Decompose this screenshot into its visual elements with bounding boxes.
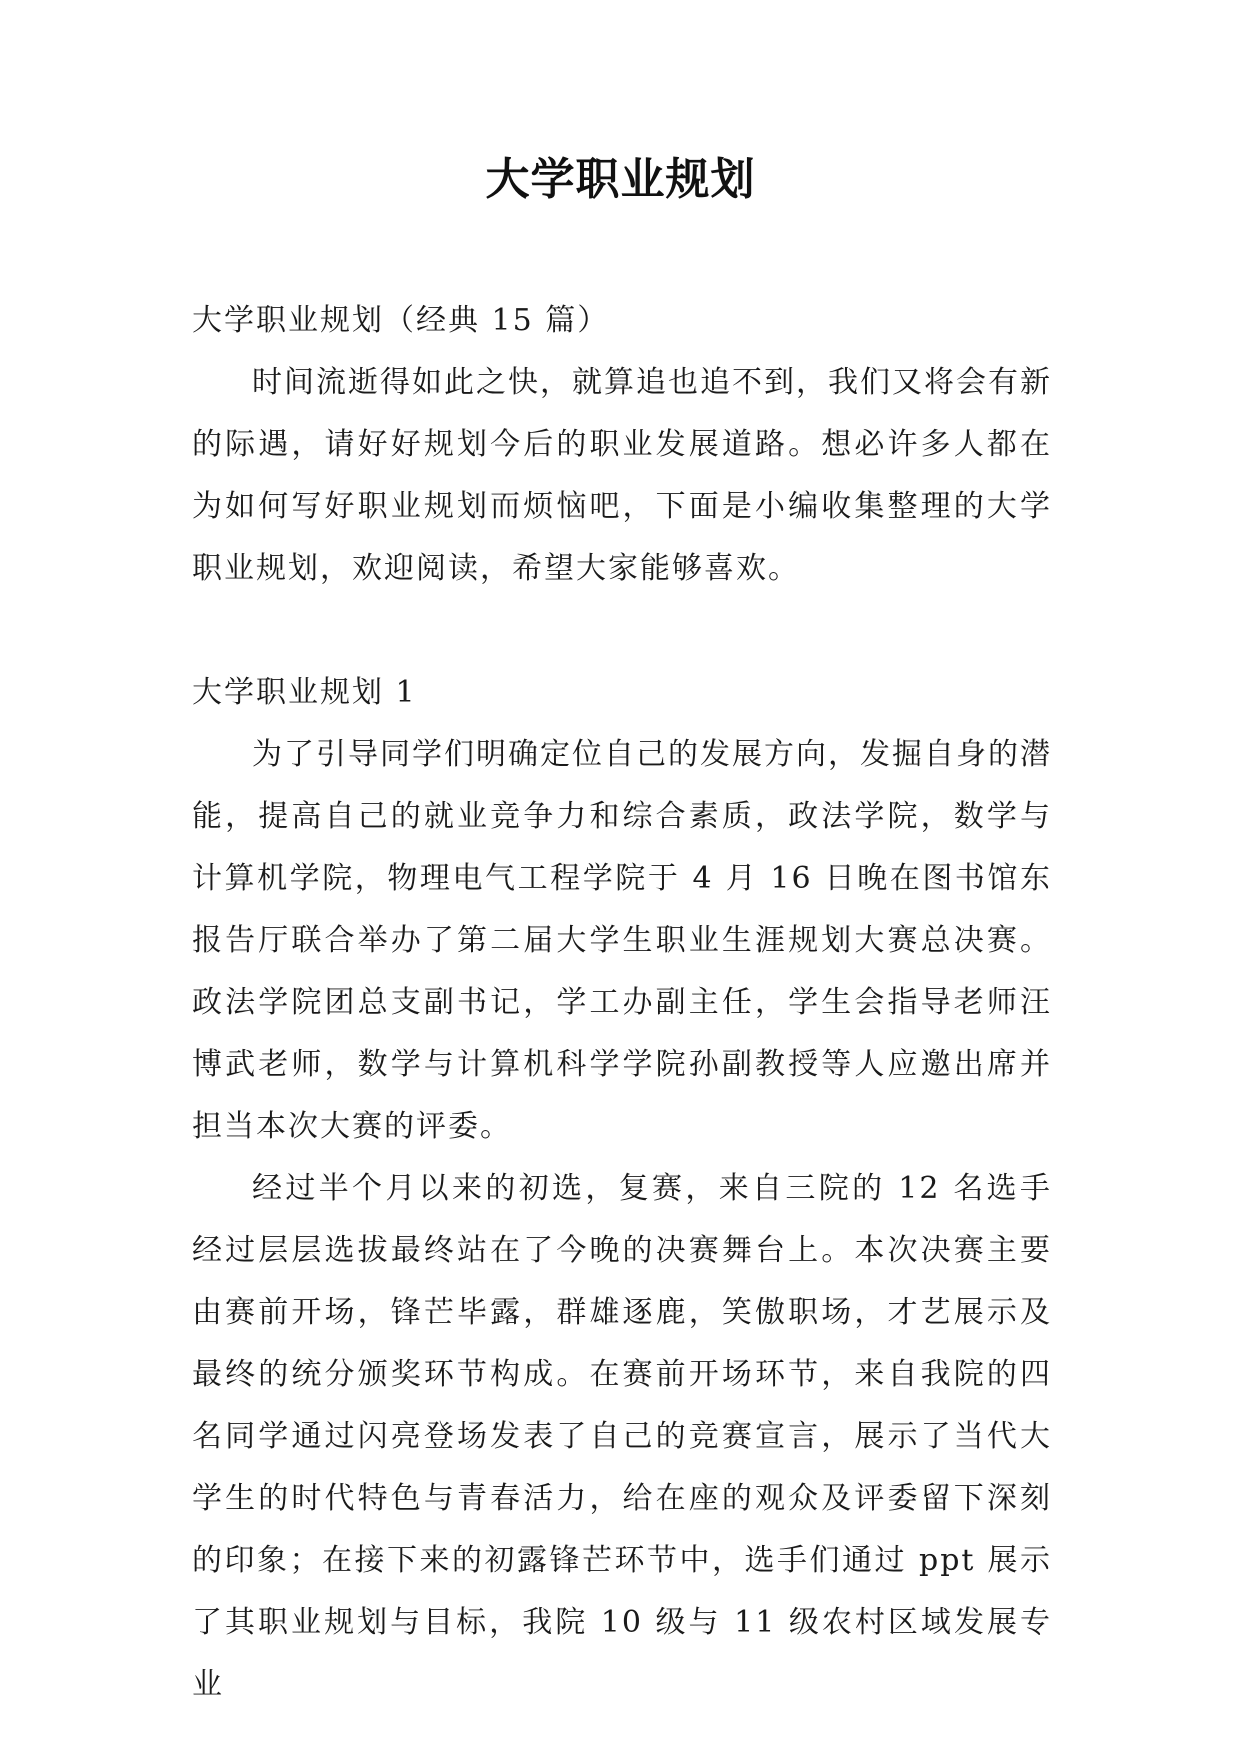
- section-paragraph: 经过半个月以来的初选，复赛，来自三院的 12 名选手经过层层选拔最终站在了今晚的决赛舞台上。本次决赛主要由赛前开场，锋芒毕露，群雄逐鹿，笑傲职场，才艺展示及最终的统分颁奖环节构成。在赛前开场环节，来自我院的四名同学通过闪亮登场发表了自己的竞赛宣言，展示了当代大学生的时代特色与青春活力，给在座的观众及评委留下深刻的印象；在接下来的初露锋芒环节中，选手们通过 ppt 展示了其职业规划与目标，我院 10 级与 11 级农村区域发展专业: [192, 1171, 1052, 1702]
- section-paragraph: 为了引导同学们明确定位自己的发展方向，发掘自身的潜能，提高自己的就业竞争力和综合素质，政法学院，数学与计算机学院，物理电气工程学院于 4 月 16 日晚在图书馆东报告厅联合举办了第二届大学生职业生涯规划大赛总决赛。政法学院团总支副书记，学工办副主任，学生会指导老师汪博武老师，数学与计算机科学学院孙副教授等人应邀出席并担当本次大赛的评委。: [192, 737, 1052, 1144]
- document-body: [192, 290, 1052, 1716]
- document-subtitle: 大学职业规划（经典 15 篇）: [192, 303, 610, 338]
- intro-paragraph: 时间流逝得如此之快，就算追也追不到，我们又将会有新的际遇，请好好规划今后的职业发展道路。想必许多人都在为如何写好职业规划而烦恼吧，下面是小编收集整理的大学职业规划，欢迎阅读，希望大家能够喜欢。: [192, 365, 1052, 586]
- section-heading: 大学职业规划 1: [192, 675, 417, 710]
- document-title: 大学职业规划: [485, 154, 756, 205]
- paragraph-spacer: [192, 600, 1052, 662]
